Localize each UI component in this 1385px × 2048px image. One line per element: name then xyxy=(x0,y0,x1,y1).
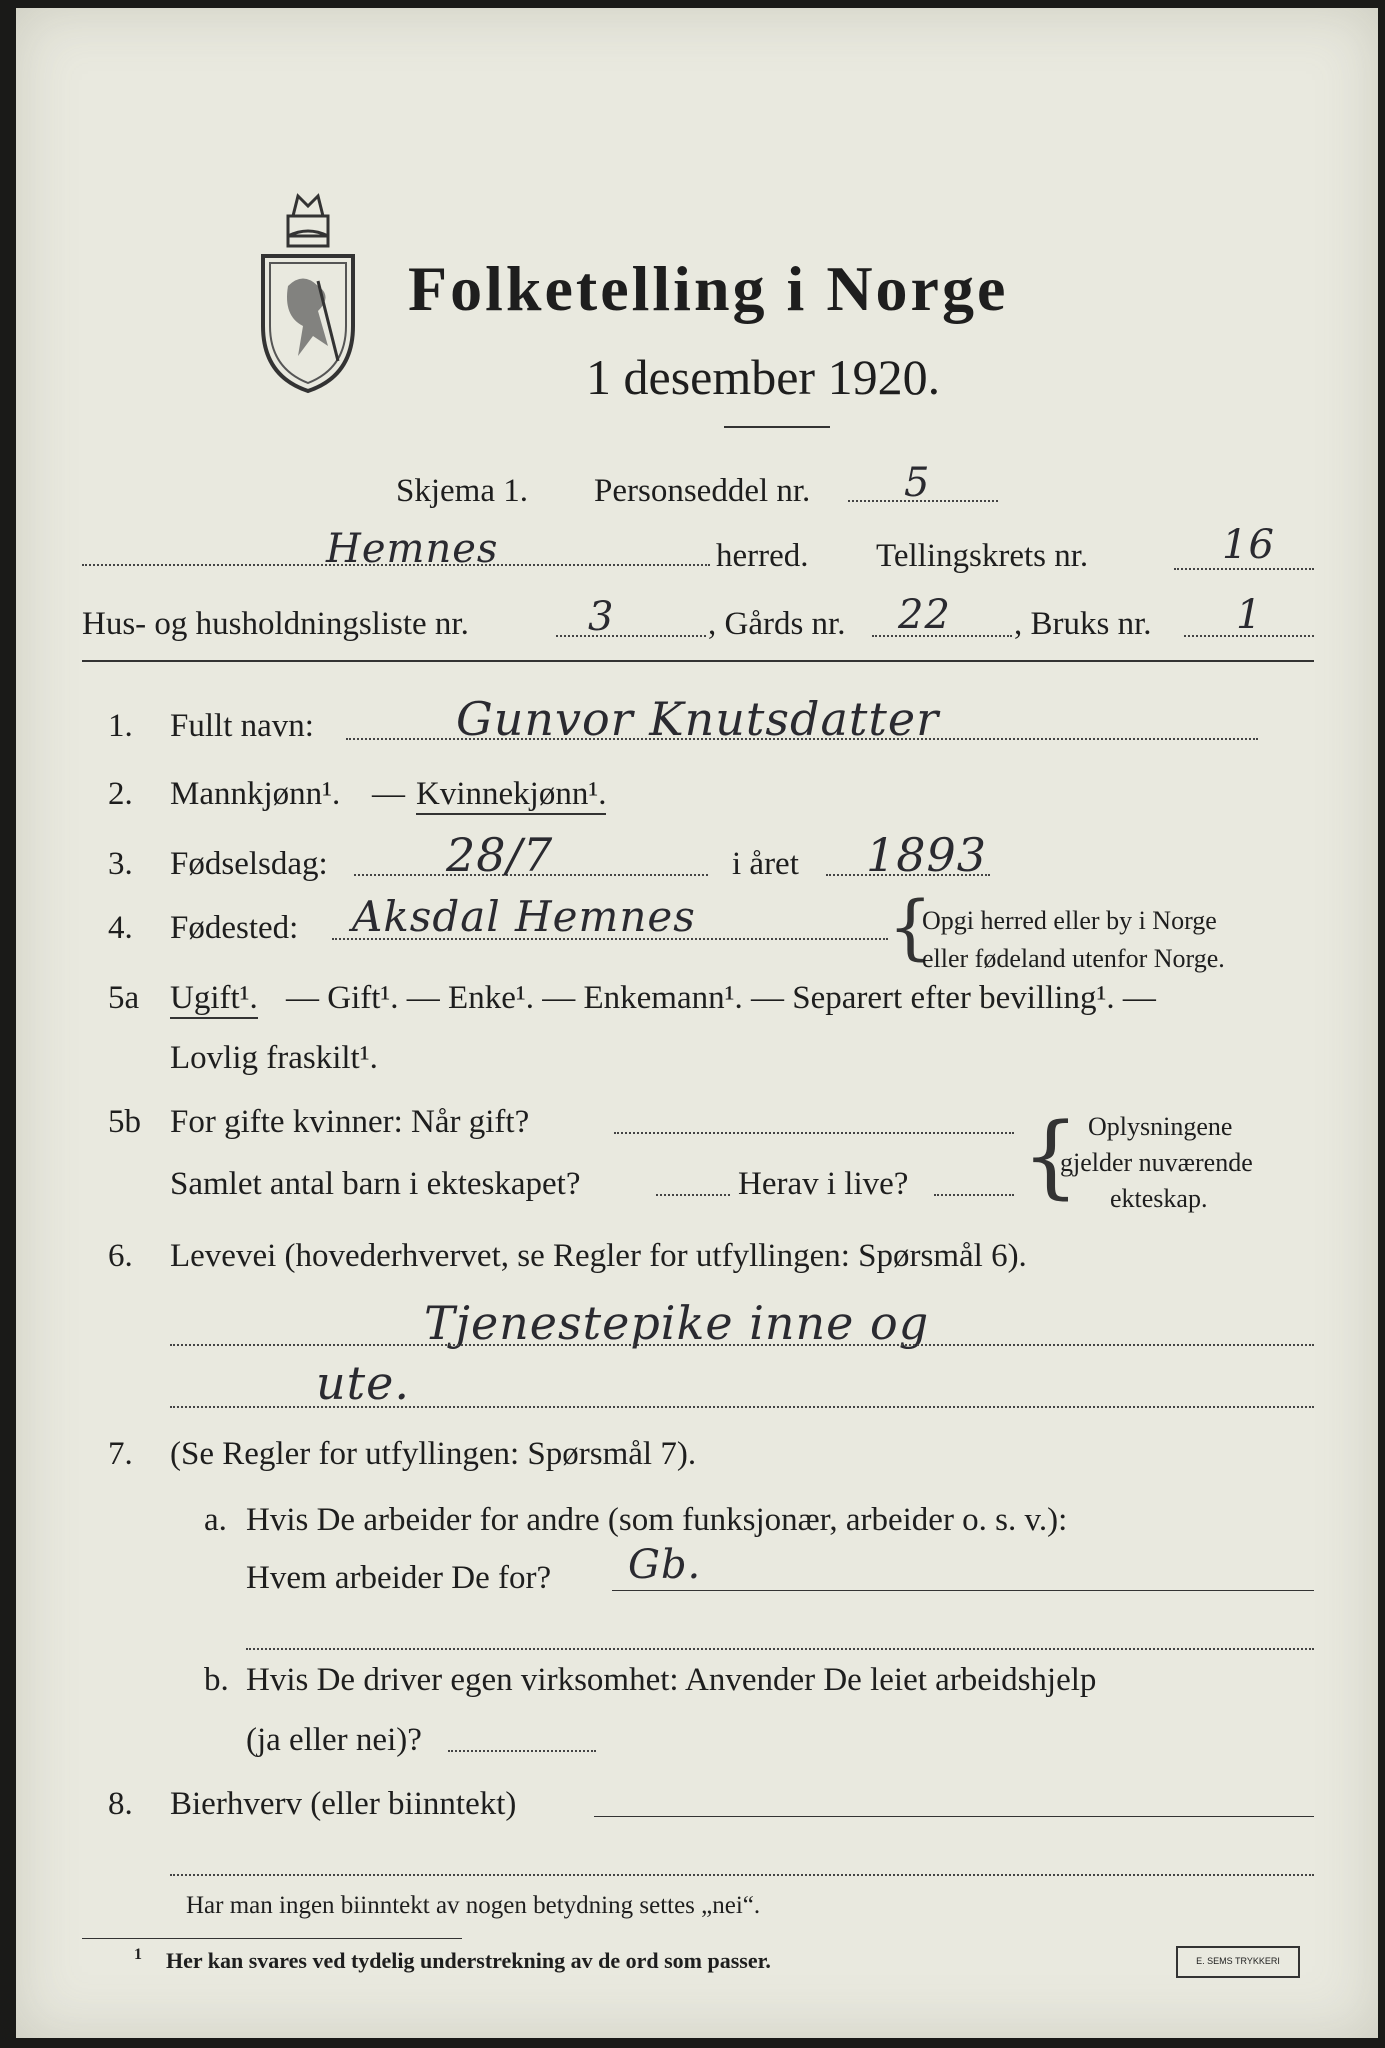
q6-dotted-line2 xyxy=(170,1406,1314,1408)
q7-number: 7. xyxy=(108,1436,133,1472)
q7b-letter: b. xyxy=(204,1662,229,1698)
q8-answer-line xyxy=(594,1816,1314,1817)
q5b-when-dotted-line xyxy=(614,1132,1014,1134)
full-name-value: Gunvor Knutsdatter xyxy=(456,692,940,746)
q7b-line2: (ja eller nei)? xyxy=(246,1722,422,1758)
q5b-brace: { xyxy=(1022,1104,1080,1209)
q2-female-option: Kvinnekjønn¹. xyxy=(416,776,606,815)
bruks-label: , Bruks nr. xyxy=(1014,606,1152,642)
footer-note: Har man ingen biinntekt av nogen betydning settes „nei“. xyxy=(186,1892,761,1919)
q1-number: 1. xyxy=(108,708,133,744)
q3-number: 3. xyxy=(108,846,133,882)
norwegian-coat-of-arms-icon xyxy=(248,186,368,396)
gards-label: , Gårds nr. xyxy=(708,606,846,642)
footnote-marker: 1 xyxy=(134,1946,142,1963)
q7a-line1: Hvis De arbeider for andre (som funksjonær, arbeider o. s. v.): xyxy=(246,1502,1068,1538)
birthplace-value: Aksdal Hemnes xyxy=(352,892,696,941)
birthday-value: 28/7 xyxy=(446,828,554,882)
tellingskrets-value: 16 xyxy=(1222,522,1275,568)
hus-value: 3 xyxy=(588,594,615,640)
q5a-other-options: — Gift¹. — Enke¹. — Enkemann¹. — Separert efter bevilling¹. — xyxy=(286,980,1156,1016)
q3-year-label: i året xyxy=(732,846,799,882)
personseddel-value: 5 xyxy=(904,460,931,506)
q6-dotted-line1 xyxy=(170,1344,1314,1346)
footnote-rule xyxy=(82,1938,462,1939)
q7a-line2: Hvem arbeider De for? xyxy=(246,1560,552,1596)
q5b-number: 5b xyxy=(108,1104,141,1140)
hus-dotted-line xyxy=(556,635,706,637)
census-form-sheet xyxy=(16,8,1378,2038)
q5a-number: 5a xyxy=(108,980,140,1016)
gards-value: 22 xyxy=(898,592,951,638)
q7-label: (Se Regler for utfyllingen: Spørsmål 7). xyxy=(170,1436,697,1472)
form-date: 1 desember 1920. xyxy=(586,349,941,405)
title-divider xyxy=(724,426,830,428)
q6-number: 6. xyxy=(108,1238,133,1274)
q5a-ugift-option: Ugift¹. xyxy=(170,980,258,1019)
employer-value: Gb. xyxy=(628,1542,702,1588)
q5b-line1: For gifte kvinner: Når gift? xyxy=(170,1104,530,1140)
occupation-value-line2: ute. xyxy=(316,1356,410,1410)
q5a-lovlig-fraskilt: Lovlig fraskilt¹. xyxy=(170,1040,378,1076)
q5b-alive-dotted-line xyxy=(934,1194,1014,1196)
bruks-value: 1 xyxy=(1236,592,1263,638)
printer-stamp: E. SEMS TRYKKERI xyxy=(1176,1946,1300,1978)
q4-brace: { xyxy=(888,886,933,968)
hus-label: Hus- og husholdningsliste nr. xyxy=(82,606,469,642)
q7b-line1: Hvis De driver egen virksomhet: Anvender De leiet arbeidshjelp xyxy=(246,1662,1097,1698)
form-title: Folketelling i Norge xyxy=(408,253,1009,324)
q2-male-option: Mannkjønn¹. xyxy=(170,776,341,812)
herred-label: herred. xyxy=(716,538,809,574)
occupation-value-line1: Tjenestepike inne og xyxy=(424,1296,930,1350)
herred-value: Hemnes xyxy=(326,526,499,572)
q4-number: 4. xyxy=(108,910,133,946)
header-rule xyxy=(82,660,1314,662)
q7a-dotted-line2 xyxy=(246,1648,1314,1650)
q5b-note-line2: gjelder nuværende xyxy=(1060,1148,1253,1177)
q2-number: 2. xyxy=(108,776,133,812)
q1-label: Fullt navn: xyxy=(170,708,314,744)
q8-dotted-line2 xyxy=(170,1874,1314,1876)
q7a-letter: a. xyxy=(204,1502,227,1538)
q4-note-line2: eller fødeland utenfor Norge. xyxy=(922,944,1225,973)
q2-dash: — xyxy=(372,776,405,812)
tellingskrets-dotted-line xyxy=(1174,568,1314,570)
q3-label: Fødselsdag: xyxy=(170,846,328,882)
footnote-text: Her kan svares ved tydelig understrekning av de ord som passer. xyxy=(166,1948,771,1973)
q4-label: Fødested: xyxy=(170,910,299,946)
q8-label: Bierhverv (eller biinntekt) xyxy=(170,1786,517,1822)
q5b-note-line1: Oplysningene xyxy=(1088,1112,1233,1141)
q5b-alive-label: Herav i live? xyxy=(738,1166,909,1202)
personseddel-label: Personseddel nr. xyxy=(594,473,811,509)
q4-note-line1: Opgi herred eller by i Norge xyxy=(922,906,1217,935)
q6-label: Levevei (hovederhvervet, se Regler for utfyllingen: Spørsmål 6). xyxy=(170,1238,1027,1274)
birth-year-value: 1893 xyxy=(866,828,988,882)
q7a-answer-line xyxy=(612,1590,1314,1591)
q8-number: 8. xyxy=(108,1786,133,1822)
q5b-children-label: Samlet antal barn i ekteskapet? xyxy=(170,1166,581,1202)
q5b-children-dotted-line xyxy=(656,1194,730,1196)
schema-label: Skjema 1. xyxy=(396,473,528,509)
q5b-note-line3: ekteskap. xyxy=(1110,1184,1208,1213)
tellingskrets-label: Tellingskrets nr. xyxy=(876,538,1089,574)
q7b-dotted-line xyxy=(448,1750,596,1752)
